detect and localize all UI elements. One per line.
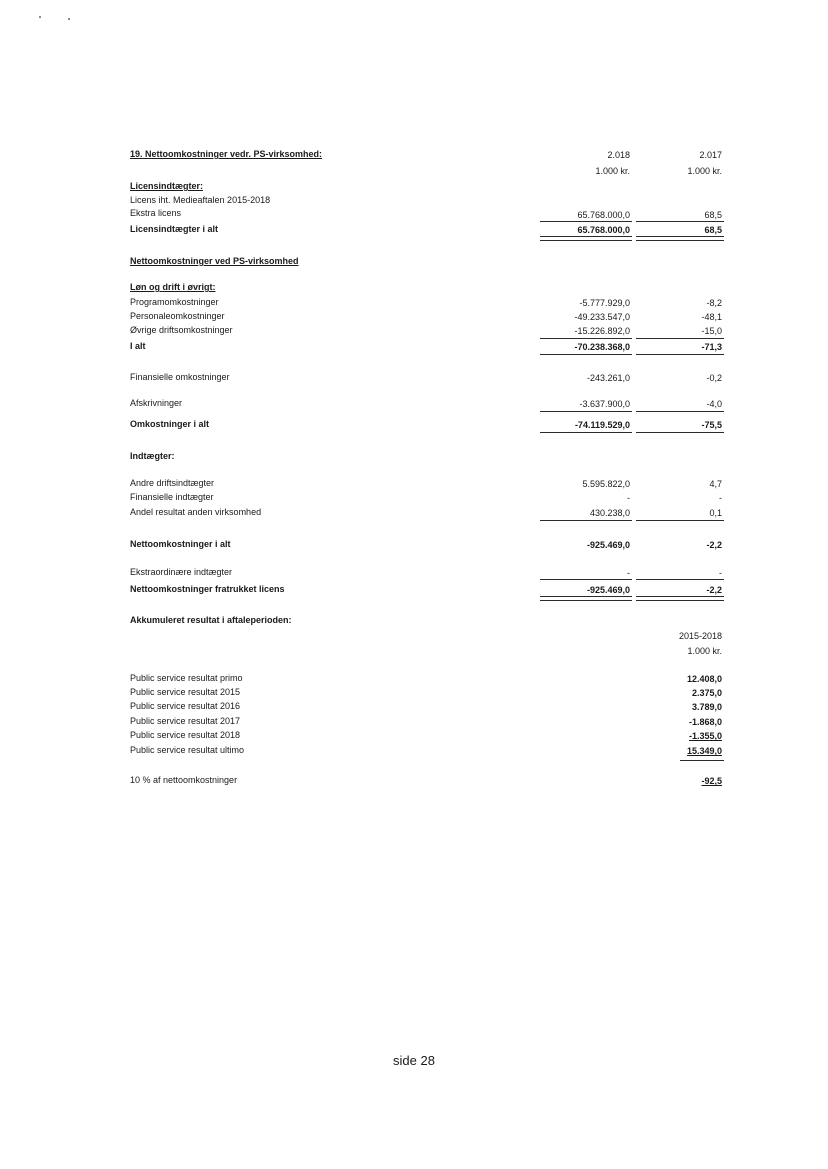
akkumuleret-heading: Akkumuleret resultat i aftaleperioden:	[130, 615, 292, 625]
netto-i-alt-v1: -925.469,0	[586, 540, 630, 550]
akkumuleret-row-value: 2.375,0	[691, 688, 722, 698]
licens-total-label: Licensindtægter i alt	[130, 224, 219, 234]
loen-row-v2: -15,0	[701, 326, 722, 336]
indtaegter-heading: Indtægter:	[130, 451, 175, 461]
double-rule	[540, 596, 632, 601]
double-rule	[636, 596, 724, 601]
rule	[540, 432, 632, 433]
rule	[636, 520, 724, 521]
rule	[540, 520, 632, 521]
rule	[636, 338, 724, 339]
loen-total-label: I alt	[130, 341, 146, 351]
loen-row: Personaleomkostninger	[130, 311, 225, 321]
akkumuleret-row-value: 3.789,0	[691, 702, 722, 712]
loen-heading: Løn og drift i øvrigt:	[130, 282, 216, 292]
akkumuleret-row: Public service resultat 2015	[130, 687, 241, 697]
loen-total-v2: -71,3	[701, 342, 722, 352]
loen-row-v1: -49.233.547,0	[574, 312, 630, 322]
loen-row: Øvrige driftsomkostninger	[130, 325, 233, 335]
loen-row-v2: -8,2	[706, 298, 722, 308]
indtaegter-row: Finansielle indtægter	[130, 492, 214, 502]
netto-i-alt-label: Nettoomkostninger i alt	[130, 539, 231, 549]
rule	[540, 411, 632, 412]
afskrivninger-v2: -4,0	[706, 399, 722, 409]
akkumuleret-row: Public service resultat ultimo	[130, 745, 245, 755]
omk-i-alt-v1: -74.119.529,0	[574, 420, 630, 430]
ekstraordinaere-label: Ekstraordinære indtægter	[130, 567, 233, 577]
licens-row-v1: 65.768.000,0	[577, 210, 630, 220]
loen-row-v2: -48,1	[701, 312, 722, 322]
section-title: 19. Nettoomkostninger vedr. PS-virksomhed:	[130, 149, 323, 159]
page-number: side 28	[393, 1053, 435, 1068]
afskrivninger-label: Afskrivninger	[130, 398, 183, 408]
double-rule	[540, 236, 632, 241]
indtaegter-row-v1: 5.595.822,0	[582, 479, 630, 489]
indtaegter-row-v1: -	[627, 493, 630, 503]
rule	[636, 411, 724, 412]
col-year-1: 2.018	[607, 150, 630, 160]
omk-i-alt-v2: -75,5	[701, 420, 722, 430]
col-year-2: 2.017	[699, 150, 722, 160]
finansielle-omk-v2: -0,2	[706, 373, 722, 383]
scan-speck	[39, 16, 41, 18]
netto-heading: Nettoomkostninger ved PS-virksomhed	[130, 256, 299, 266]
akkumuleret-row-value: -1.868,0	[688, 717, 722, 727]
double-rule	[636, 236, 724, 241]
indtaegter-row: Andre driftsindtægter	[130, 478, 215, 488]
rule	[636, 221, 724, 222]
licens-total-v2: 68,5	[704, 225, 722, 235]
akkumuleret-row: Public service resultat 2018	[130, 730, 241, 740]
akkumuleret-period: 2015-2018	[678, 631, 722, 641]
licens-row: Licens iht. Medieaftalen 2015-2018	[130, 195, 271, 205]
licens-total-v1: 65.768.000,0	[577, 225, 630, 235]
ekstraordinaere-v1: -	[627, 568, 630, 578]
rule	[636, 354, 724, 355]
akkumuleret-row-value: 12.408,0	[686, 674, 722, 684]
indtaegter-row-v2: 0,1	[709, 508, 722, 518]
scan-speck	[68, 18, 70, 20]
finansielle-omk-label: Finansielle omkostninger	[130, 372, 230, 382]
akkumuleret-row-value: 15.349,0	[686, 746, 722, 756]
rule	[636, 432, 724, 433]
licens-heading: Licensindtægter:	[130, 181, 204, 191]
loen-row-v1: -15.226.892,0	[574, 326, 630, 336]
indtaegter-row: Andel resultat anden virksomhed	[130, 507, 262, 517]
afskrivninger-v1: -3.637.900,0	[579, 399, 630, 409]
col-unit-1: 1.000 kr.	[595, 166, 630, 176]
indtaegter-row-v1: 430.238,0	[589, 508, 630, 518]
akkumuleret-row: Public service resultat 2017	[130, 716, 241, 726]
ti-procent-value: -92,5	[701, 776, 722, 786]
netto-fratrukket-v2: -2,2	[706, 585, 722, 595]
indtaegter-row-v2: 4,7	[709, 479, 722, 489]
akkumuleret-unit: 1.000 kr.	[687, 646, 722, 656]
netto-i-alt-v2: -2,2	[706, 540, 722, 550]
netto-fratrukket-label: Nettoomkostninger fratrukket licens	[130, 584, 285, 594]
licens-row: Ekstra licens	[130, 208, 182, 218]
ekstraordinaere-v2: -	[719, 568, 722, 578]
rule	[540, 579, 632, 580]
rule	[680, 760, 724, 761]
rule	[540, 338, 632, 339]
loen-total-v1: -70.238.368,0	[574, 342, 630, 352]
col-unit-2: 1.000 kr.	[687, 166, 722, 176]
rule	[540, 354, 632, 355]
loen-row: Programomkostninger	[130, 297, 219, 307]
finansielle-omk-v1: -243.261,0	[586, 373, 630, 383]
loen-row-v1: -5.777.929,0	[579, 298, 630, 308]
rule	[540, 221, 632, 222]
omk-i-alt-label: Omkostninger i alt	[130, 419, 210, 429]
akkumuleret-row: Public service resultat primo	[130, 673, 243, 683]
rule	[636, 579, 724, 580]
akkumuleret-row: Public service resultat 2016	[130, 701, 241, 711]
licens-row-v2: 68,5	[704, 210, 722, 220]
indtaegter-row-v2: -	[719, 493, 722, 503]
akkumuleret-row-value: -1.355,0	[688, 731, 722, 741]
netto-fratrukket-v1: -925.469,0	[586, 585, 630, 595]
ti-procent-label: 10 % af nettoomkostninger	[130, 775, 238, 785]
